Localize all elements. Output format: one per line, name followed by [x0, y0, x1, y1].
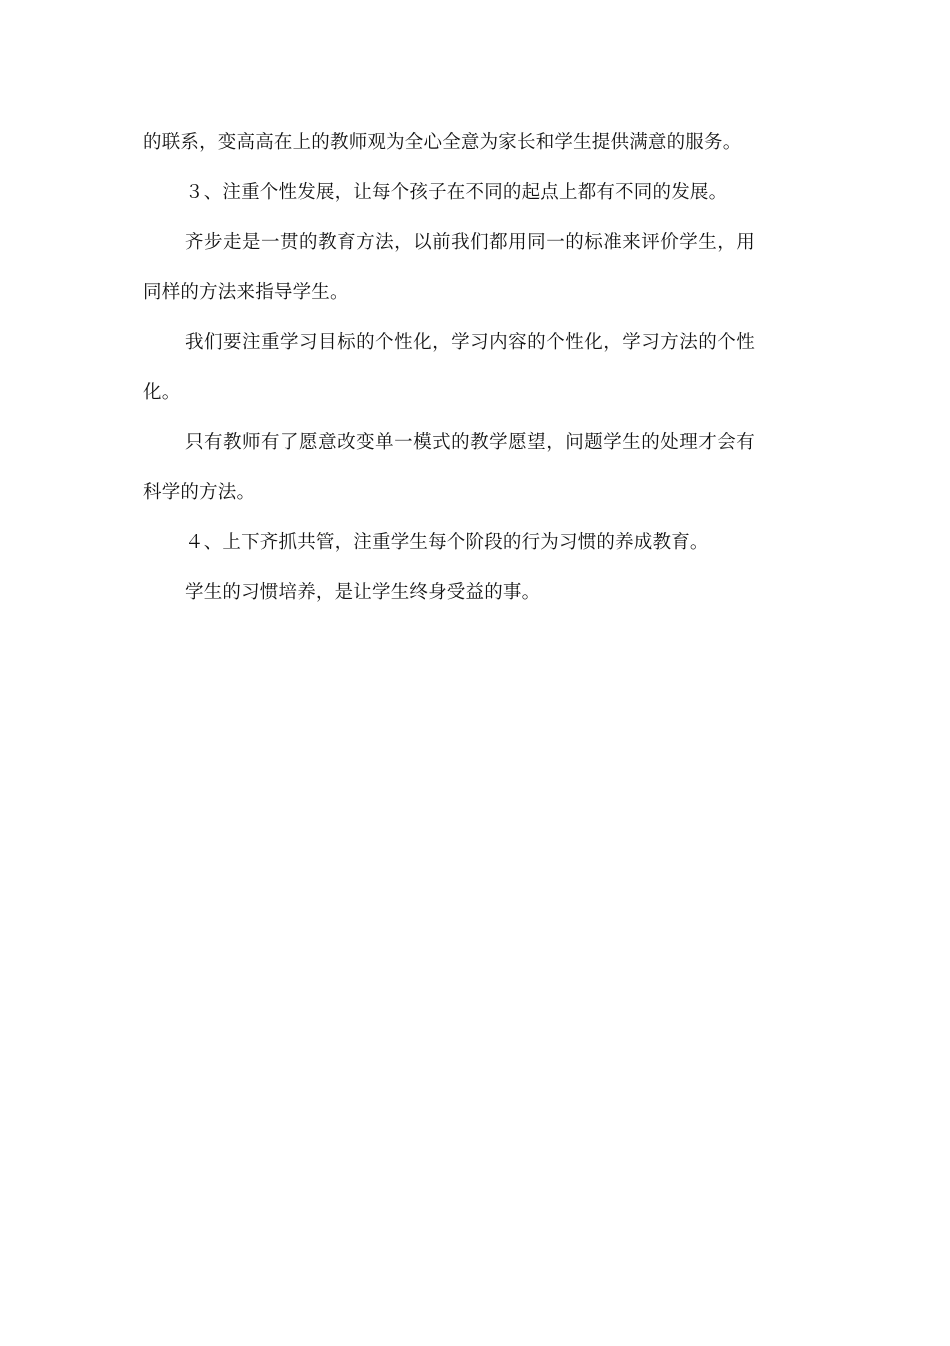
document-body	[143, 118, 755, 618]
paragraph-uniform-method: 齐步走是一贯的教育方法，以前我们都用同一的标准来评价学生，用同样的方法来指导学生。	[143, 232, 755, 303]
paragraph-point-3: ３、注重个性发展，让每个孩子在不同的起点上都有不同的发展。	[185, 182, 728, 203]
paragraph-continuation: 的联系，变高高在上的教师观为全心全意为家长和学生提供满意的服务。	[143, 132, 742, 153]
paragraph-point-4: ４、上下齐抓共管，注重学生每个阶段的行为习惯的养成教育。	[185, 532, 709, 553]
paragraph-personalization: 我们要注重学习目标的个性化，学习内容的个性化，学习方法的个性化。	[143, 332, 755, 403]
paragraph-habit-cultivation: 学生的习惯培养，是让学生终身受益的事。	[185, 582, 541, 603]
paragraph-teacher-willingness: 只有教师有了愿意改变单一模式的教学愿望，问题学生的处理才会有科学的方法。	[143, 432, 755, 503]
